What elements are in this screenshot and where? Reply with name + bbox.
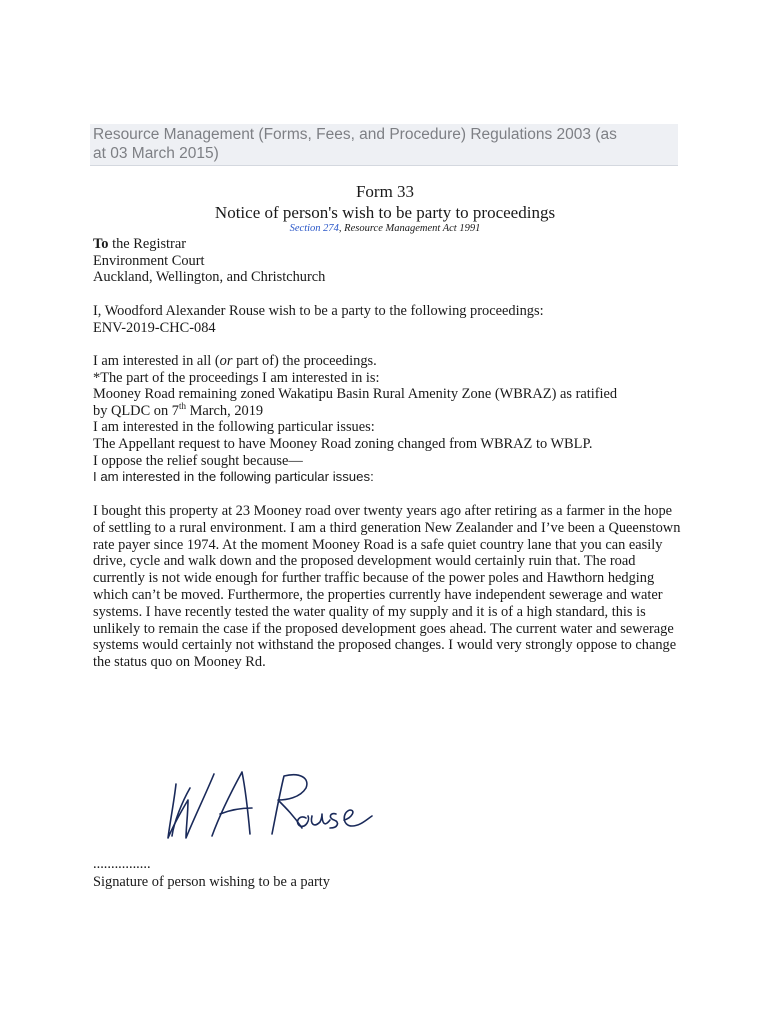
form-title: Notice of person's wish to be party to proceedings: [214, 203, 556, 222]
oppose-line: I oppose the relief sought because—: [93, 452, 303, 469]
interest-issues-detail: The Appellant request to have Mooney Road zoning changed from WBRAZ to WBLP.: [93, 435, 593, 452]
addressee-locations: Auckland, Wellington, and Christchurch: [93, 269, 326, 286]
interest-issues-line: I am interested in the following particular issues:: [93, 419, 375, 436]
to-recipient: the Registrar: [108, 236, 187, 252]
interest-part-detail-2: [93, 400, 693, 420]
addressee-court: Environment Court: [93, 252, 205, 269]
signature-dots: ................: [93, 856, 151, 872]
interest-part-detail-1: Mooney Road remaining zoned Wakatipu Basin Rural Amenity Zone (WBRAZ) as ratified: [93, 386, 618, 403]
statement-paragraph: I bought this property at 23 Mooney road over twenty years ago after retiring as a farmer in the hope of settling to a rural environment. I am a third generation New Zealander and I’ve been a Queenstown rate payer since 1974. At the moment Mooney Road is a safe quiet country lane that you can easily drive, cycle and walk down and the proposed development would certainly ruin that. The road currently is not wide enough for further traffic because of the power poles and Hawthorn hedging which can’t be moved. Furthermore, the properties currently have independent sewerage and water systems. I have recently tested the water quality of my supply and it is of a high standard, this is unlikely to remain the case if the proposed development goes ahead. The current water and sewerage systems would certainly not withstand the proposed changes. I would very strongly oppose to change the status quo on Mooney Rd.: [93, 503, 681, 671]
handwritten-signature: [160, 752, 390, 852]
declaration-block: [93, 303, 693, 336]
detail-2-sup: th: [178, 400, 186, 411]
section-link[interactable]: Section 274: [289, 223, 339, 234]
interest-all-post: part of) the proceedings.: [232, 353, 377, 369]
interest-issues-repeat: I am interested in the following particular issues:: [93, 469, 374, 485]
regulation-title-line-2: at 03 March 2015): [93, 145, 219, 162]
to-label: To: [93, 236, 109, 252]
interest-all-line: [93, 353, 693, 370]
interest-all-pre: I am interested in all (: [93, 353, 220, 369]
addressee-block: [93, 236, 693, 286]
interest-block: [93, 353, 693, 486]
form-reference: [0, 222, 770, 235]
case-number: ENV-2019-CHC-084: [93, 319, 216, 336]
form-number: Form 33: [355, 182, 415, 201]
signature-caption: Signature of person wishing to be a party: [93, 874, 330, 890]
interest-part-line: *The part of the proceedings I am interested in is:: [93, 369, 380, 386]
addressee-to: [93, 236, 693, 253]
regulation-header: [90, 124, 678, 166]
detail-2-post: March, 2019: [185, 402, 264, 419]
detail-2-pre: by QLDC on 7: [93, 402, 179, 419]
act-reference: , Resource Management Act 1991: [338, 223, 481, 234]
regulation-title-line-1: Resource Management (Forms, Fees, and Procedure) Regulations 2003 (as: [93, 126, 617, 143]
interest-all-or: or: [219, 353, 233, 369]
declaration-line: I, Woodford Alexander Rouse wish to be a party to the following proceedings:: [93, 303, 544, 319]
